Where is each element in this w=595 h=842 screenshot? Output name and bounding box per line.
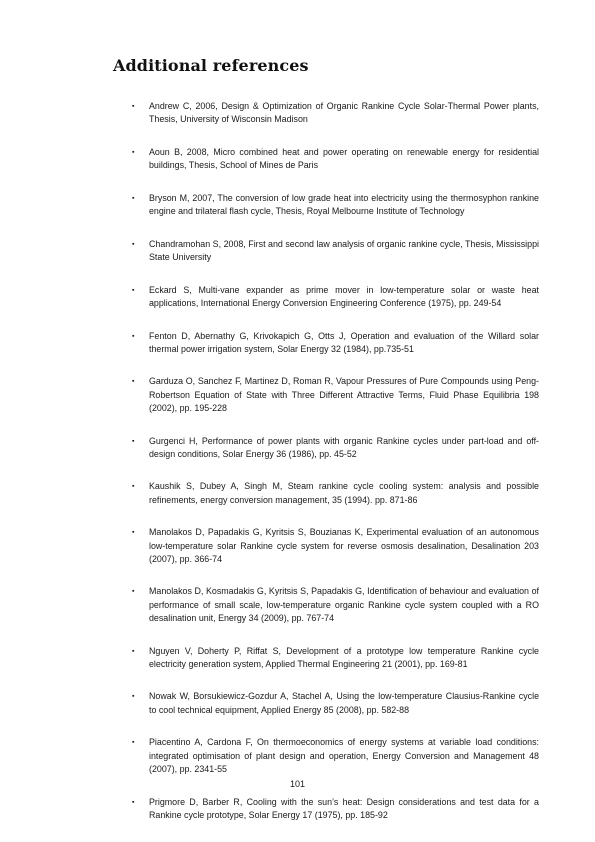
bullet-icon: ▪ [132, 739, 135, 747]
reference-item [113, 284, 539, 310]
reference-item [113, 796, 539, 822]
reference-item [113, 375, 539, 415]
bullet-icon: ▪ [132, 148, 135, 156]
bullet-icon: ▪ [132, 647, 135, 655]
reference-text: Kaushik S, Dubey A, Singh M, Steam rankine cycle cooling system: analysis and possible refinements, energy conversion management, 35 (1994). pp. 871-86 [149, 481, 539, 505]
reference-text: Eckard S, Multi-vane expander as prime mover in low-temperature solar or waste heat applications, International Energy Conversion Engineering Conference (1975), pp. 249-54 [149, 284, 539, 308]
reference-item [113, 585, 539, 625]
reference-item [113, 526, 539, 566]
reference-item [113, 480, 539, 506]
reference-text: Prigmore D, Barber R, Cooling with the sun’s heat: Design considerations and test data for a Rankine cycle prototype, Solar Energy 17 (1975), pp. 185-92 [149, 796, 539, 820]
bullet-icon: ▪ [132, 798, 135, 806]
bullet-icon: ▪ [132, 286, 135, 294]
reference-item [113, 736, 539, 776]
reference-item [113, 192, 539, 218]
bullet-icon: ▪ [132, 332, 135, 340]
reference-item [113, 645, 539, 671]
reference-text: Aoun B, 2008, Micro combined heat and power operating on renewable energy for residential buildings, Thesis, School of Mines de Paris [149, 146, 539, 171]
reference-list [113, 100, 539, 841]
reference-text: Piacentino A, Cardona F, On thermoeconomics of energy systems at variable load conditions: integrated optimisation of plant design and operation, Energy Conversion and Management 48 (2007), pp. 2341-55 [149, 737, 539, 774]
reference-item [113, 146, 539, 172]
reference-item [113, 238, 539, 264]
reference-text: Andrew C, 2006, Design & Optimization of Organic Rankine Cycle Solar-Thermal Power plants, Thesis, University of Wisconsin Madison [149, 101, 539, 125]
reference-text: Nowak W, Borsukiewicz-Gozdur A, Stachel A, Using the low-temperature Clausius-Rankine cycle to cool technical equipment, Applied Energy 85 (2008), pp. 582-88 [149, 691, 539, 715]
bullet-icon: ▪ [132, 529, 135, 537]
reference-text: Chandramohan S, 2008, First and second law analysis of organic rankine cycle, Thesis, Mississippi State University [149, 238, 539, 262]
bullet-icon: ▪ [132, 588, 135, 596]
reference-item [113, 100, 539, 126]
reference-text: Garduza O, Sanchez F, Martinez D, Roman R, Vapour Pressures of Pure Compounds using Peng-Robertson Equation of State with Three Different Attractive Terms, Fluid Phase Equilibria 198 (2002), pp. 195-228 [149, 376, 539, 413]
bullet-icon: ▪ [132, 240, 135, 248]
reference-text: Manolakos D, Kosmadakis G, Kyritsis S, Papadakis G, Identification of behaviour and evaluation of performance of small scale, low-temperature organic Rankine cycle system coupled with a RO desalination unit, Energy 34 (2009), pp. 767-74 [149, 586, 539, 623]
reference-text: Nguyen V, Doherty P, Riffat S, Development of a prototype low temperature Rankine cycle electricity generation system, Applied Thermal Engineering 21 (2001), pp. 169-81 [149, 645, 539, 669]
reference-item [113, 690, 539, 716]
bullet-icon: ▪ [132, 103, 135, 110]
reference-text: Bryson M, 2007, The conversion of low grade heat into electricity using the thermosyphon rankine engine and trilateral flash cycle, Thesis, Royal Melbourne Institute of Technology [149, 192, 539, 217]
bullet-icon: ▪ [132, 378, 135, 386]
bullet-icon: ▪ [132, 483, 135, 491]
bullet-icon: ▪ [132, 693, 135, 701]
reference-text: Fenton D, Abernathy G, Krivokapich G, Otts J, Operation and evaluation of the Willard solar thermal power irrigation system, Solar Energy 32 (1984), pp.735-51 [149, 330, 539, 354]
reference-text: Gurgenci H, Performance of power plants with organic Rankine cycles under part-load and off-design conditions, Solar Energy 36 (1986), pp. 45-52 [149, 435, 539, 459]
page-number: 101 [289, 779, 306, 789]
bullet-icon: ▪ [132, 194, 135, 202]
reference-item [113, 330, 539, 356]
section-heading: Additional references [113, 56, 309, 75]
reference-text: Manolakos D, Papadakis G, Kyritsis S, Bouzianas K, Experimental evaluation of an autonomous low-temperature solar Rankine cycle system for reverse osmosis desalination, Desalination 203 (2007), pp. 366-74 [149, 527, 539, 564]
reference-item [113, 435, 539, 461]
bullet-icon: ▪ [132, 437, 135, 445]
